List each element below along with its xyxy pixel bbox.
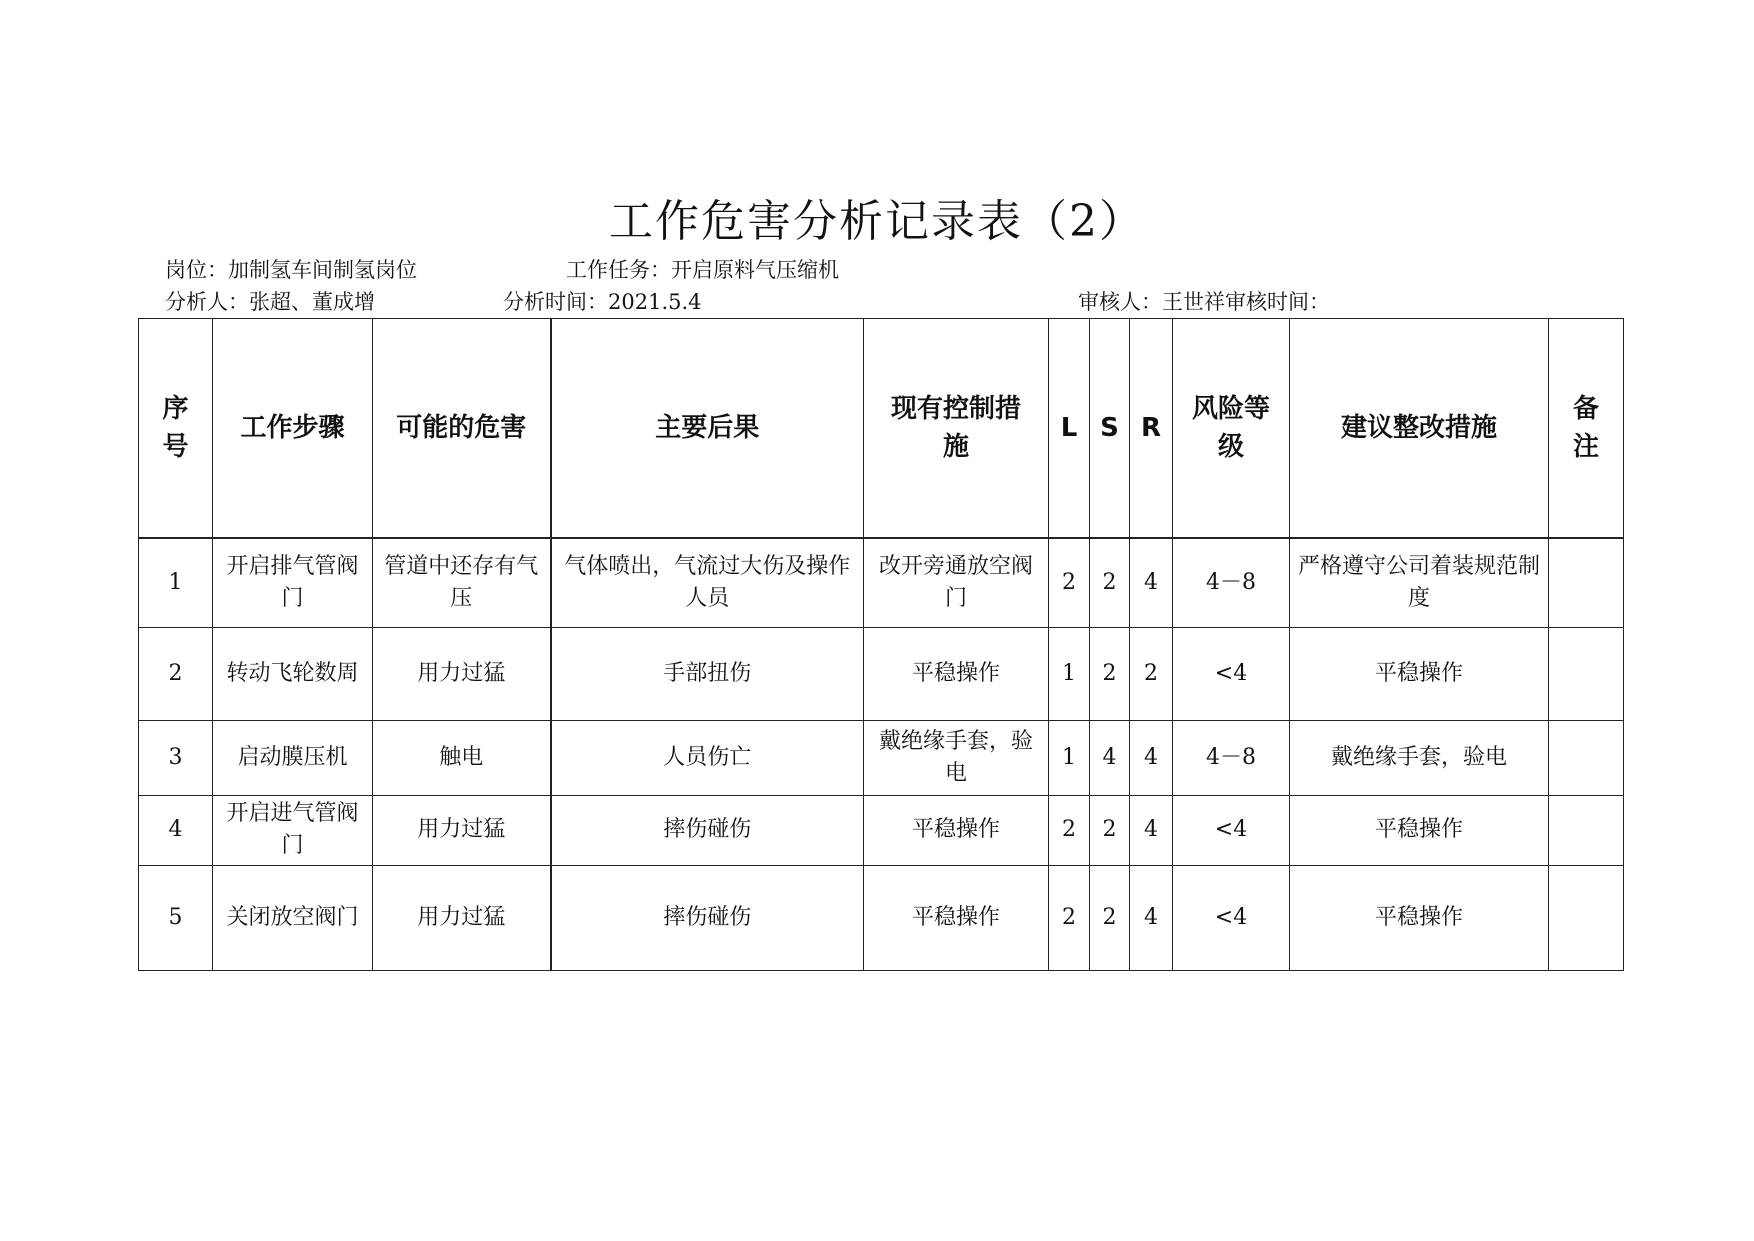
cell-s: 2 — [1090, 627, 1130, 720]
col-header-index: 序号 — [139, 319, 213, 539]
cell-l: 2 — [1049, 795, 1090, 865]
cell-remarks — [1549, 538, 1624, 627]
cell-index: 4 — [139, 795, 213, 865]
cell-risk-level: 4－8 — [1173, 538, 1290, 627]
post-label: 岗位：加制氢车间制氢岗位 — [165, 258, 417, 282]
col-header-hazard: 可能的危害 — [373, 319, 551, 539]
cell-remarks — [1549, 720, 1624, 795]
cell-risk-level: <4 — [1173, 795, 1290, 865]
hazard-analysis-table — [138, 318, 1624, 971]
cell-hazard: 用力过猛 — [373, 795, 551, 865]
table-header-row — [139, 319, 1624, 539]
cell-remarks — [1549, 795, 1624, 865]
cell-r: 4 — [1130, 538, 1173, 627]
reviewer-label: 审核人：王世祥审核时间： — [1078, 290, 1330, 314]
cell-s: 2 — [1090, 538, 1130, 627]
col-header-risk-level: 风险等级 — [1173, 319, 1290, 539]
cell-consequence: 气体喷出，气流过大伤及操作人员 — [551, 538, 864, 627]
cell-risk-level: <4 — [1173, 865, 1290, 970]
col-header-controls: 现有控制措施 — [864, 319, 1049, 539]
cell-hazard: 触电 — [373, 720, 551, 795]
cell-index: 3 — [139, 720, 213, 795]
cell-l: 1 — [1049, 720, 1090, 795]
cell-index: 2 — [139, 627, 213, 720]
cell-r: 4 — [1130, 865, 1173, 970]
cell-suggestion: 平稳操作 — [1290, 865, 1549, 970]
cell-r: 4 — [1130, 795, 1173, 865]
cell-consequence: 手部扭伤 — [551, 627, 864, 720]
cell-consequence: 人员伤亡 — [551, 720, 864, 795]
col-header-remarks: 备注 — [1549, 319, 1624, 539]
cell-risk-level: <4 — [1173, 627, 1290, 720]
cell-controls: 平稳操作 — [864, 627, 1049, 720]
cell-consequence: 摔伤碰伤 — [551, 865, 864, 970]
cell-step: 启动膜压机 — [213, 720, 373, 795]
cell-r: 2 — [1130, 627, 1173, 720]
cell-hazard: 管道中还存有气压 — [373, 538, 551, 627]
col-header-l: L — [1049, 319, 1090, 539]
cell-s: 2 — [1090, 865, 1130, 970]
cell-r: 4 — [1130, 720, 1173, 795]
col-header-consequence: 主要后果 — [551, 319, 864, 539]
analyst-label: 分析人：张超、董成增 — [165, 290, 375, 314]
cell-l: 2 — [1049, 865, 1090, 970]
table-row — [139, 627, 1624, 720]
col-header-suggestions: 建议整改措施 — [1290, 319, 1549, 539]
cell-controls: 戴绝缘手套，验电 — [864, 720, 1049, 795]
cell-controls: 改开旁通放空阀门 — [864, 538, 1049, 627]
cell-hazard: 用力过猛 — [373, 865, 551, 970]
cell-suggestion: 戴绝缘手套，验电 — [1290, 720, 1549, 795]
cell-remarks — [1549, 627, 1624, 720]
cell-step: 开启排气管阀门 — [213, 538, 373, 627]
analysis-time-label: 分析时间：2021.5.4 — [503, 290, 702, 314]
table-row — [139, 795, 1624, 865]
table-row — [139, 865, 1624, 970]
cell-s: 2 — [1090, 795, 1130, 865]
cell-suggestion: 严格遵守公司着装规范制度 — [1290, 538, 1549, 627]
col-header-step: 工作步骤 — [213, 319, 373, 539]
cell-hazard: 用力过猛 — [373, 627, 551, 720]
col-header-r: R — [1130, 319, 1173, 539]
col-header-s: S — [1090, 319, 1130, 539]
page-title: 工作危害分析记录表（2） — [609, 196, 1145, 247]
cell-risk-level: 4－8 — [1173, 720, 1290, 795]
cell-controls: 平稳操作 — [864, 795, 1049, 865]
cell-l: 2 — [1049, 538, 1090, 627]
cell-controls: 平稳操作 — [864, 865, 1049, 970]
cell-consequence: 摔伤碰伤 — [551, 795, 864, 865]
cell-step: 开启进气管阀门 — [213, 795, 373, 865]
cell-remarks — [1549, 865, 1624, 970]
cell-index: 5 — [139, 865, 213, 970]
table-row — [139, 720, 1624, 795]
task-label: 工作任务：开启原料气压缩机 — [566, 258, 839, 282]
table-row — [139, 538, 1624, 627]
cell-suggestion: 平稳操作 — [1290, 795, 1549, 865]
cell-step: 关闭放空阀门 — [213, 865, 373, 970]
cell-step: 转动飞轮数周 — [213, 627, 373, 720]
cell-index: 1 — [139, 538, 213, 627]
cell-suggestion: 平稳操作 — [1290, 627, 1549, 720]
cell-l: 1 — [1049, 627, 1090, 720]
cell-s: 4 — [1090, 720, 1130, 795]
